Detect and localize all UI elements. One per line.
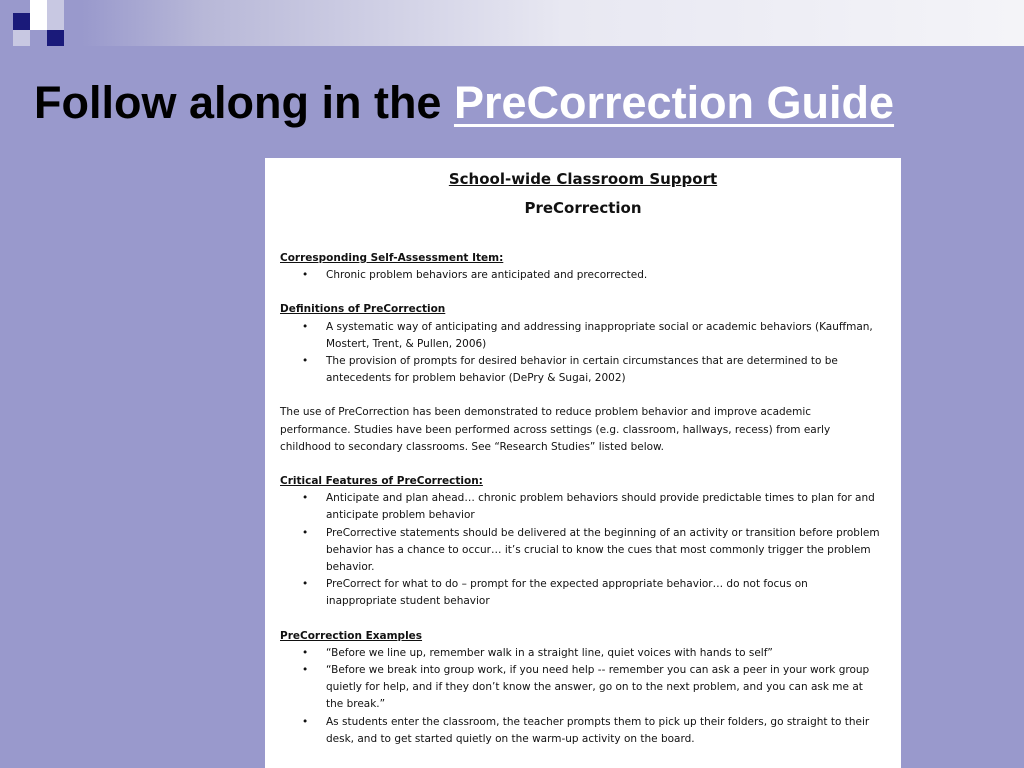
list-item: • PreCorrective statements should be delivered at the beginning of an activity or transition before problem behavior has a chance to occur… it’s crucial to know the cues that most commonly trigger the problem behavior.: [280, 525, 880, 577]
list-item: • “Before we line up, remember walk in a straight line, quiet voices with hands to self”: [280, 645, 880, 662]
decorative-square-white: [30, 0, 47, 13]
precorrection-guide-link[interactable]: PreCorrection Guide: [453, 77, 895, 128]
decorative-square-light: [47, 0, 64, 13]
list-item: • As students enter the classroom, the teacher prompts them to pick up their folders, go straight to their desk, and to get started quietly on the warm-up activity on the board.: [280, 714, 880, 748]
slide-title-prefix: Follow along in the: [34, 77, 454, 128]
document-preview: [265, 158, 901, 768]
decorative-square-white: [30, 13, 47, 30]
decorative-square-dark: [47, 30, 64, 46]
examples-list: [280, 645, 880, 748]
decorative-square-dark: [13, 13, 30, 30]
list-item: • Chronic problem behaviors are anticipated and precorrected.: [280, 267, 880, 284]
research-paragraph: The use of PreCorrection has been demonstrated to reduce problem behavior and improve academic performance. Studies have been performed across settings (e.g. classroom, hallways, recess) from early childhood to secondary classrooms. See “Research Studies” listed below.: [280, 406, 831, 453]
document-subtitle: PreCorrection: [524, 199, 642, 217]
decorative-square-light: [13, 30, 30, 46]
assessment-list: [280, 267, 880, 284]
list-item: • A systematic way of anticipating and addressing inappropriate social or academic behaviors (Kauffman, Mostert, Trent, & Pullen, 2006): [280, 319, 880, 353]
features-list: [280, 490, 880, 610]
document-title: School-wide Classroom Support: [448, 170, 718, 188]
decorative-square-light: [47, 13, 64, 30]
section-heading-examples: PreCorrection Examples: [280, 629, 423, 642]
list-item: • Anticipate and plan ahead… chronic problem behaviors should provide predictable times to plan for and anticipate problem behavior: [280, 490, 880, 524]
definitions-list: [280, 319, 880, 388]
document-body: [280, 250, 880, 748]
list-item: • The provision of prompts for desired behavior in certain circumstances that are determined to be antecedents for problem behavior (DePry & Sugai, 2002): [280, 353, 880, 387]
section-heading-assessment: Corresponding Self-Assessment Item:: [280, 252, 504, 264]
section-heading-features: Critical Features of PreCorrection:: [280, 475, 483, 488]
slide-title: [34, 77, 895, 128]
list-item: • PreCorrect for what to do – prompt for the expected appropriate behavior… do not focus on inappropriate student behavior: [280, 576, 880, 610]
top-decorative-bar: [0, 0, 1024, 46]
list-item: • “Before we break into group work, if you need help -- remember you can ask a peer in your work group quietly for help, and if they don’t know the answer, go on to the next problem, and you can ask me at the break.”: [280, 662, 880, 714]
section-heading-definitions: Definitions of PreCorrection: [280, 303, 446, 316]
